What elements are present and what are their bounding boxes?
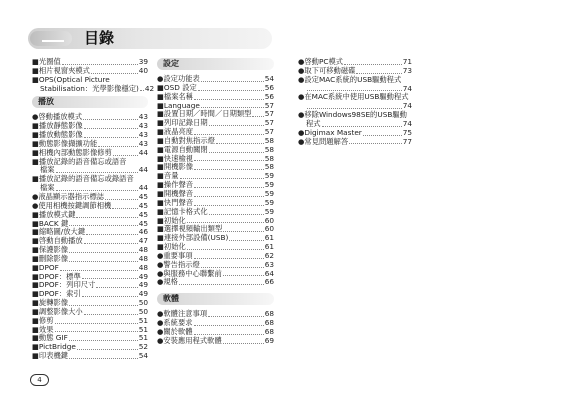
toc-entry-page: 46 — [138, 227, 148, 237]
toc-entry-label: ●警告指示燈 — [157, 259, 200, 269]
toc-entry-page: 51 — [138, 333, 148, 343]
toc-entry-label: ■DPOF：列印尺寸 — [32, 280, 96, 290]
section-heading-play: 播放 — [32, 96, 148, 108]
toc-entry-label: ■播放模式鍵 — [32, 209, 76, 219]
toc-entry-page: 44 — [138, 147, 148, 157]
toc-entry-page: 43 — [138, 121, 148, 131]
toc-entry-label: ■快門聲音 — [157, 197, 194, 207]
toc-entry-label: ●Digimax Master — [298, 127, 362, 137]
toc-entry-label: ■刪除影像 — [32, 253, 69, 263]
toc-entry-label: ■音量 — [157, 171, 179, 181]
toc-entry-page: 73 — [402, 65, 412, 75]
toc-entry-page: 47 — [138, 236, 148, 246]
toc-entry-page: 61 — [264, 242, 274, 252]
toc-entry-page: 39 — [138, 57, 148, 66]
toc-entry-label: ■Language — [157, 100, 200, 110]
toc-entry-label: ■播放動態影像 — [32, 130, 83, 140]
toc-entry-label: ■自動對焦指示燈 — [157, 135, 215, 145]
toc-entry-label: ●啓動PC模式 — [298, 57, 344, 66]
toc-entry-label: ■保護影像 — [32, 245, 69, 255]
toc-entry[interactable] — [157, 337, 274, 346]
page-number: 4 — [30, 374, 49, 386]
toc-entry-page: 48 — [138, 245, 148, 255]
toc-entry-page: 58 — [264, 144, 274, 154]
toc-entry-label: ■修剪 — [32, 315, 54, 325]
toc-entry-label: ■縮略圖/放大鍵 — [32, 227, 86, 237]
toc-entry[interactable]: ■播放記錄的語音備忘或語音 — [32, 156, 127, 166]
toc-entry-page: 43 — [138, 130, 148, 140]
toc-entry-page: 45 — [138, 191, 148, 201]
toc-entry-label: ■印表機鍵 — [32, 351, 69, 361]
toc-entry-page: 62 — [264, 250, 274, 260]
toc-entry-label: ■相機內部動態影像修剪 — [32, 147, 112, 157]
toc-entry-page: 43 — [138, 112, 148, 122]
toc-entry-label: ●軟體注意事項 — [157, 309, 208, 319]
toc-entry-label: ●取下可移動磁碟 — [298, 65, 356, 75]
toc-entry[interactable] — [298, 76, 412, 85]
toc-entry-label: ●使用相機按鍵調節相機 — [32, 200, 112, 210]
toc-entry-label: ●系統要求 — [157, 318, 193, 328]
toc-entry-page: 51 — [138, 324, 148, 334]
toc-entry-page: 56 — [264, 82, 274, 92]
toc-entry-label: ●規格 — [157, 277, 178, 287]
toc-entry-label: ●設定MAC系統的USB驅動程式 — [298, 74, 402, 84]
toc-entry-page: 71 — [402, 57, 412, 66]
toc-entry[interactable] — [298, 138, 412, 147]
toc-entry-label: ■動態 GIF — [32, 333, 68, 343]
toc-entry-page: 57 — [264, 127, 274, 137]
toc-entry-page: 60 — [264, 224, 274, 234]
toc-entry-page: 52 — [138, 342, 148, 352]
toc-entry-continued[interactable]: 程式 74 — [306, 118, 412, 128]
toc-entry-label: ■光圈值 — [32, 57, 61, 66]
section-heading-setup: 設定 — [157, 58, 274, 70]
toc-entry-page: 49 — [138, 271, 148, 281]
toc-entry-page: 45 — [138, 209, 148, 219]
toc-entry-continued[interactable]: 74 — [298, 85, 412, 94]
toc-entry-label: ●設定功能表 — [157, 74, 200, 83]
toc-entry-page: 59 — [264, 197, 274, 207]
toc-entry-page: 75 — [402, 127, 412, 137]
toc-entry-label: ●安裝應用程式軟體 — [157, 335, 222, 345]
page-title: 目錄 — [84, 29, 115, 47]
toc-entry-label: ●關於軟體 — [157, 326, 193, 336]
toc-entry-page: 50 — [138, 306, 148, 316]
toc-column-2 — [157, 58, 274, 346]
toc-entry-label: ■檔案名稱 — [157, 91, 194, 101]
toc-entry[interactable]: ●移除Windows98SE的USB驅動 — [298, 110, 407, 120]
toc-entry-label: ■記憶卡格式化 — [157, 206, 208, 216]
toc-entry-page: 40 — [138, 65, 148, 75]
toc-entry-page: 63 — [264, 259, 274, 269]
toc-entry-page: 59 — [264, 188, 274, 198]
toc-entry-page: 58 — [264, 162, 274, 172]
toc-entry-page: 68 — [264, 318, 274, 328]
toc-entry-page: 49 — [138, 289, 148, 299]
toc-entry-label: ●液晶顯示器指示標誌 — [32, 191, 105, 201]
toc-entry-page: 64 — [264, 268, 274, 278]
toc-entry-label: ■設置日期／時間／日期類型 — [157, 109, 252, 119]
toc-entry-label: ■DPOF — [32, 262, 59, 272]
toc-entry-page: 48 — [138, 253, 148, 263]
toc-entry-continued[interactable]: 74 — [298, 102, 412, 111]
toc-entry-continued[interactable]: Stabilisation：光學影像穩定) 42 — [40, 83, 155, 93]
toc-entry-page: 57 — [264, 109, 274, 119]
toc-entry-label: ■播放靜態影像 — [32, 121, 83, 131]
toc-entry-page: 59 — [264, 206, 274, 216]
toc-entry-page: 54 — [138, 351, 148, 361]
toc-entry-label: ■初始化 — [157, 242, 186, 252]
toc-entry-page: 59 — [264, 171, 274, 181]
toc-entry[interactable]: ■播放記錄的語音備忘或錄語音 — [32, 174, 134, 184]
toc-entry-page: 66 — [264, 277, 274, 287]
toc-entry-page: 68 — [264, 326, 274, 336]
toc-entry-page: 59 — [264, 180, 274, 190]
toc-entry-label: ■啓動自動播放 — [32, 236, 83, 246]
toc-entry-label: ■PictBridge — [32, 342, 76, 352]
toc-entry-label: ■效果 — [32, 324, 54, 334]
toc-entry-page: 43 — [138, 138, 148, 148]
toc-entry-page: 57 — [264, 118, 274, 128]
toc-entry[interactable]: ■OPS(Optical Picture — [32, 74, 110, 84]
toc-entry-label: ■液晶亮度 — [157, 127, 194, 137]
toc-entry-continued[interactable]: 檔案 44 — [40, 183, 148, 193]
toc-entry-label: ■初始化 — [157, 215, 186, 225]
toc-entry-page: 69 — [264, 335, 274, 345]
toc-entry-page: 61 — [264, 233, 274, 243]
toc-entry-label: ■OSD 設定 — [157, 82, 197, 92]
toc-entry-page: 49 — [138, 280, 148, 290]
toc-entry-page: 54 — [264, 74, 274, 83]
toc-entry-page: 56 — [264, 91, 274, 101]
toc-entry-page: 45 — [138, 218, 148, 228]
toc-entry-page: 58 — [264, 153, 274, 163]
toc-entry[interactable]: ●在MAC系統中使用USB驅動程式 — [298, 92, 409, 102]
toc-entry-page: 77 — [402, 136, 412, 146]
toc-entry-label: ■選擇視頻輸出類型 — [157, 224, 223, 234]
toc-entry[interactable] — [157, 278, 274, 287]
toc-entry-label: ●重要事項 — [157, 250, 193, 260]
toc-entry-page: 50 — [138, 298, 148, 308]
toc-entry-page: 51 — [138, 315, 148, 325]
toc-entry-label: ■調整影像大小 — [32, 306, 83, 316]
toc-column-3 — [298, 58, 412, 146]
toc-entry-page: 48 — [138, 262, 148, 272]
toc-entry-label: ■操作聲音 — [157, 180, 194, 190]
title-decoration — [30, 31, 72, 46]
toc-entry-page: 58 — [264, 135, 274, 145]
toc-entry-label: ■BACK 鍵 — [32, 218, 69, 228]
toc-entry-label: ●與服務中心聯繫前 — [157, 268, 222, 278]
toc-title-bar — [28, 28, 272, 49]
toc-entry-page: 60 — [264, 215, 274, 225]
toc-entry-label: ■快速檢視 — [157, 153, 194, 163]
toc-column-1 — [32, 57, 155, 361]
toc-entry-label: ●常見問題解答 — [298, 136, 349, 146]
toc-entry-label: ■列印記錄日期 — [157, 118, 208, 128]
toc-entry-label: ■DPOF：標準 — [32, 271, 81, 281]
toc-entry-label: ■連接外部設備(USB) — [157, 233, 229, 243]
section-heading-software: 軟體 — [157, 293, 274, 305]
toc-entry-label: ■DPOF：索引 — [32, 289, 81, 299]
toc-entry-label: ●啓動播放模式 — [32, 112, 83, 122]
toc-entry-label: ■旋轉影像 — [32, 298, 69, 308]
toc-entry-label: ■電源自動關閉 — [157, 144, 208, 154]
toc-entry[interactable] — [32, 352, 148, 361]
toc-entry-continued[interactable]: 檔案 44 — [40, 165, 148, 175]
toc-entry-label: ■相片視窗夾模式 — [32, 65, 90, 75]
toc-entry-page: 68 — [264, 309, 274, 319]
toc-entry-label: ■開機影像 — [157, 162, 194, 172]
toc-entry-page: 45 — [138, 200, 148, 210]
toc-entry-label: ■開機聲音 — [157, 188, 194, 198]
toc-entry-label: ■動態影像擷擴功能 — [32, 138, 98, 148]
toc-entry-page: 57 — [264, 100, 274, 110]
